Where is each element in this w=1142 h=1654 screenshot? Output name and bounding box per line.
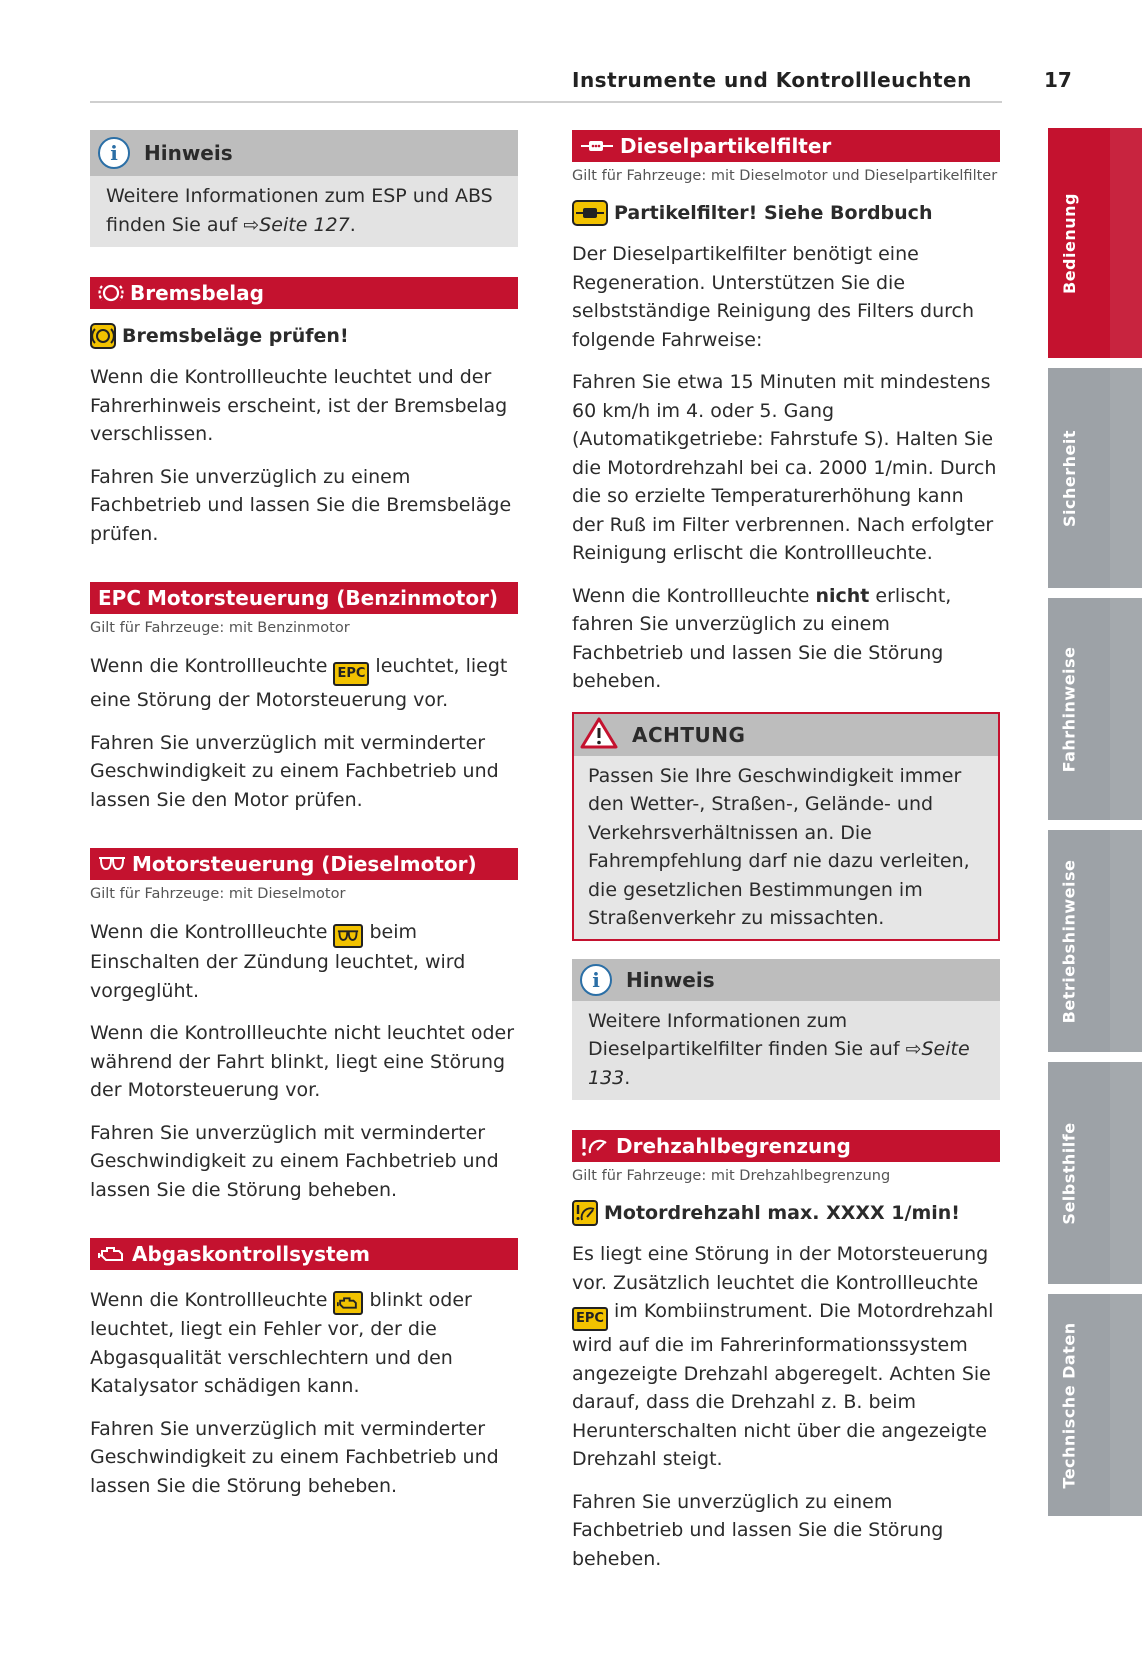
header-divider [90,101,1002,103]
chapter-tab-label: Betriebshinweise [1059,859,1079,1023]
paragraph: Wenn die Kontrollleuchte EPC leuchtet, liegt eine Störung der Motorsteuerung vor. [90,655,508,712]
glow-plug-icon [98,855,126,873]
warning-message-text: Partikelfilter! Siehe Bordbuch [614,202,933,224]
warning-message-text: Bremsbeläge prüfen! [122,325,349,347]
paragraph: Der Dieselpartikelfilter benötigt eine Regeneration. Unterstützen Sie die selbstständige Reinigung des Filters durch folgende Fahrweise: [572,243,974,351]
chapter-tab-label: Selbsthilfe [1059,1121,1079,1225]
rpm-limit-warning-icon [572,1200,598,1226]
arrow-ref-icon: ⇨ [905,1038,922,1060]
section-header-drehzahlbegrenzung [572,1130,1000,1162]
hint-header [90,130,518,176]
applies-to-note: Gilt für Fahrzeuge: mit Benzinmotor [90,620,350,636]
section-header-dieselpartikelfilter [572,130,1000,162]
left-column [90,130,518,1514]
section-header-bremsbelag [90,277,518,309]
paragraph: Fahren Sie etwa 15 Minuten mit mindestens 60 km/h im 4. oder 5. Gang (Automatikgetriebe: Fahrstufe S). Halten Sie die Motordrehzahl bei ca. 2000 1/min. Durch die so erzielte Temperaturerhöhung kann der Ruß im Filter verbrennen. Nach erfolgter Reinigung erlischt die Kontrollleuchte. [572,371,997,564]
section-title: Dieselpartikelfilter [620,134,832,158]
warning-title: ACHTUNG [632,722,746,747]
chapter-tab-label: Bedienung [1059,192,1079,294]
hint-text: Weitere Informationen zum Dieselpartikelfilter finden Sie auf ⇨Seite 133. [588,1009,970,1089]
info-icon: i [98,137,130,169]
glow-plug-warning-icon [333,924,363,948]
section-title: Motorsteuerung (Benzinmotor) [147,586,499,610]
achtung-warning-box [572,712,1000,941]
particulate-filter-icon [580,137,614,155]
paragraph: Wenn die Kontrollleuchte nicht leuchtet oder während der Fahrt blinkt, liegt eine Störung der Motorsteuerung vor. [90,1022,515,1102]
paragraph: Fahren Sie unverzüglich zu einem Fachbetrieb und lassen Sie die Bremsbeläge prüfen. [90,465,512,545]
hint-body [572,1001,1000,1101]
hint-text: Weitere Informationen zum ESP und ABS finden Sie auf ⇨Seite 127. [106,185,493,236]
paragraph: Fahren Sie unverzüglich mit verminderter Geschwindigkeit zu einem Fachbetrieb und lassen Sie den Motor prüfen. [90,731,499,811]
tab-stripe [1110,368,1142,588]
paragraph: Wenn die Kontrollleuchte leuchtet und der Fahrerhinweis erscheint, ist der Bremsbelag verschlissen. [90,366,508,445]
chapter-tab-bedienung[interactable] [1048,128,1142,358]
right-column [572,130,1000,1587]
warning-header [574,714,998,756]
section-header-motorsteuerung-benzin [90,582,518,614]
chapter-tab-betriebshinweise[interactable] [1048,830,1142,1052]
paragraph: Wenn die Kontrollleuchte beim Einschalten der Zündung leuchtet, wird vorgeglüht. [90,921,466,1002]
paragraph: Wenn die Kontrollleuchte blinkt oder leuchtet, liegt ein Fehler vor, der die Abgasqualität verschlechtern und den Katalysator schädigen kann. [90,1289,472,1398]
section-title: Abgaskontrollsystem [132,1242,370,1267]
tab-stripe [1110,1062,1142,1284]
applies-to-note: Gilt für Fahrzeuge: mit Dieselmotor und Dieselpartikelfilter [572,168,998,184]
section-header-motorsteuerung-diesel [90,848,518,880]
info-icon: i [580,964,612,996]
page-reference-link[interactable]: Seite 133 [588,1038,970,1089]
hint-box-dpf [572,959,1000,1101]
chapter-tab-sicherheit[interactable] [1048,368,1142,588]
warning-message-drehzahl [572,1200,1000,1226]
warning-body [574,756,998,939]
paragraph: Wenn die Kontrollleuchte nicht erlischt, fahren Sie unverzüglich zu einem Fachbetrieb und lassen Sie die Störung beheben. [572,584,952,692]
hint-header [572,959,1000,1001]
tab-stripe [1110,1294,1142,1516]
hint-body [90,176,518,247]
tab-stripe [1110,128,1142,358]
epc-icon: EPC [98,586,141,610]
chapter-tab-label: Sicherheit [1059,429,1079,527]
brake-pad-warning-icon [90,323,116,349]
rpm-limit-icon [580,1135,610,1157]
paragraph: Fahren Sie unverzüglich zu einem Fachbetrieb und lassen Sie die Störung beheben. [572,1490,944,1570]
warning-message-dpf [572,200,1000,226]
applies-to-note: Gilt für Fahrzeuge: mit Drehzahlbegrenzung [572,1168,891,1184]
page-number: 17 [1044,68,1072,92]
chapter-tab-label: Fahrhinweise [1059,646,1079,772]
engine-icon [98,1244,126,1264]
engine-warning-icon [333,1291,363,1315]
section-header-abgaskontrollsystem [90,1238,518,1270]
paragraph: Fahren Sie unverzüglich mit verminderter Geschwindigkeit zu einem Fachbetrieb und lassen Sie die Störung beheben. [90,1121,499,1201]
warning-text: Passen Sie Ihre Geschwindigkeit immer den Wetter-, Straßen-, Gelände- und Verkehrsverhältnissen an. Die Fahrempfehlung darf nie dazu verleiten, die gesetzlichen Bestimmungen im Straßenverkehr zu missachten. [588,764,970,929]
tab-stripe [1110,830,1142,1052]
epc-warning-icon: EPC [572,1307,608,1331]
chapter-tab-selbsthilfe[interactable] [1048,1062,1142,1284]
section-title: Motorsteuerung (Dieselmotor) [132,852,477,877]
page-reference-link[interactable]: Seite 127 [259,213,350,236]
running-header-title: Instrumente und Kontrollleuchten [572,68,972,92]
hint-box-esp-abs [90,130,518,247]
tab-stripe [1110,598,1142,820]
paragraph: Fahren Sie unverzüglich mit verminderter Geschwindigkeit zu einem Fachbetrieb und lassen Sie die Störung beheben. [90,1417,499,1497]
brake-pad-icon [98,282,124,304]
section-title: Drehzahlbegrenzung [616,1134,851,1158]
paragraph: Es liegt eine Störung in der Motorsteuerung vor. Zusätzlich leuchtet die Kontrollleuchte EPC im Kombiinstrument. Die Motordrehzahl wird auf die im Fahrerinformationssystem angezeigte Drehzahl abgeregelt. Achten Sie darauf, dass die Drehzahl z. B. beim Herunterschalten nicht über die angezeigte Drehzahl steigt. [572,1243,994,1471]
hint-title: Hinweis [626,967,715,992]
hint-title: Hinweis [144,141,233,165]
warning-message-text: Motordrehzahl max. XXXX 1/min! [604,1202,960,1224]
particulate-filter-warning-icon [572,200,608,226]
arrow-ref-icon: ⇨ [243,213,260,236]
section-title: Bremsbelag [130,281,264,305]
chapter-tab-technische-daten[interactable] [1048,1294,1142,1516]
warning-triangle-icon [580,717,618,753]
epc-warning-icon: EPC [333,662,369,686]
applies-to-note: Gilt für Fahrzeuge: mit Dieselmotor [90,886,346,903]
chapter-tab-label: Technische Daten [1059,1321,1079,1489]
warning-message-bremsbelag [90,323,518,349]
chapter-tab-fahrhinweise[interactable] [1048,598,1142,820]
